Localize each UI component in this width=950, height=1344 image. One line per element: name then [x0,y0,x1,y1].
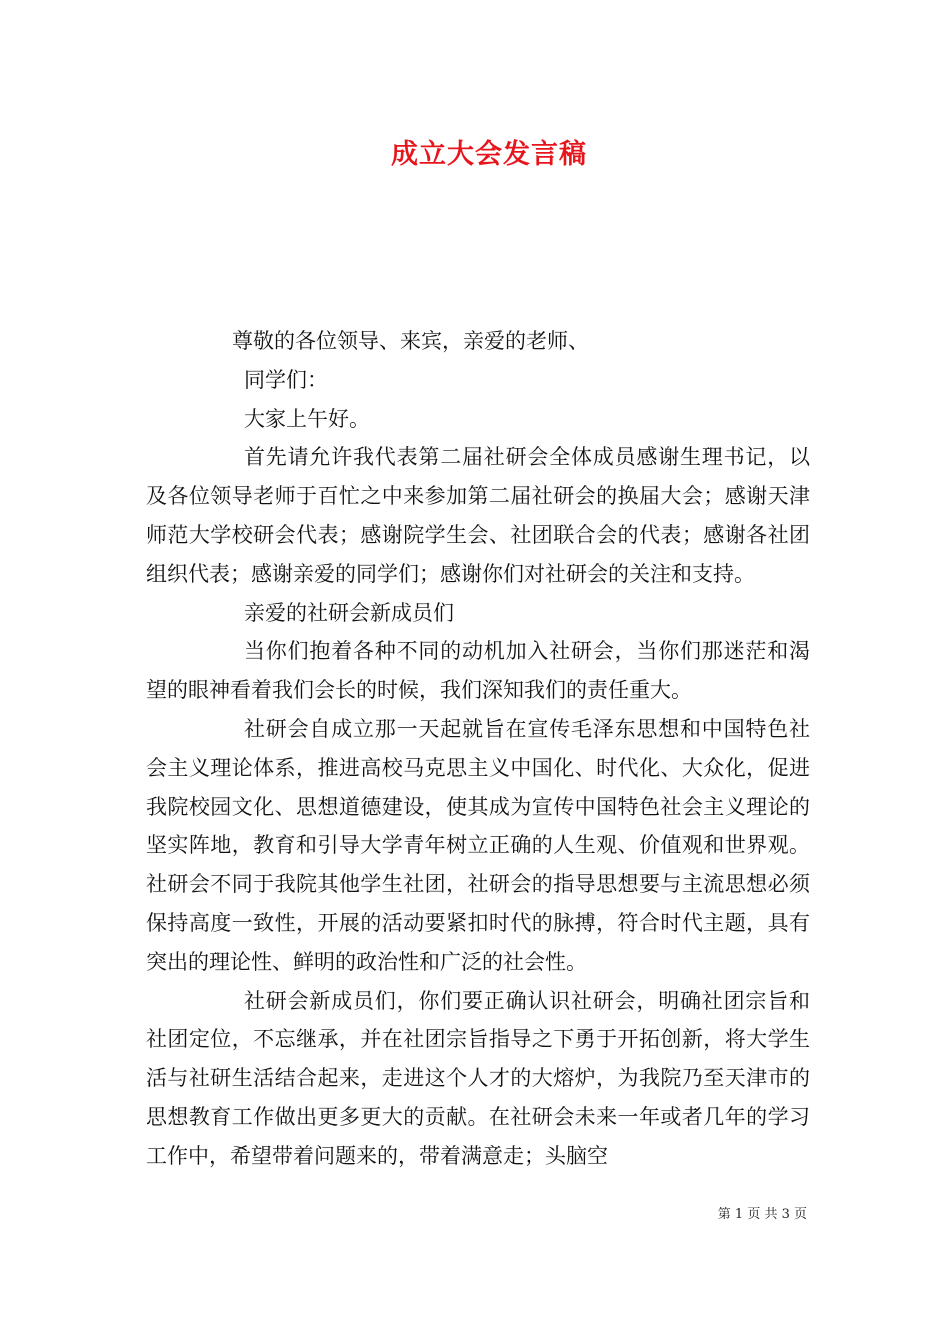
page-number-footer: 第 1 页 共 3 页 [717,1207,807,1222]
paragraph-expectations: 社研会新成员们，你们要正确认识社研会，明确社团宗旨和社团定位，不忘继承，并在社团宗旨指导之下勇于开拓创新，将大学生活与社研生活结合起来，走进这个人才的大熔炉，为我院乃至天津市的思想教育工作做出更多更大的贡献。在社研会未来一年或者几年的学习工作中，希望带着问题来的，带着满意走；头脑空 [146,988,810,1168]
greeting-line: 大家上午好。 [244,406,370,431]
document-body [146,322,810,1176]
classmates-line: 同学们： [244,367,328,392]
new-members-line: 亲爱的社研会新成员们 [244,600,454,625]
paragraph-thanks: 首先请允许我代表第二届社研会全体成员感谢生理书记，以及各位领导老师于百忙之中来参加第二届社研会的换届大会；感谢天津师范大学校研会代表；感谢院学生会、社团联合会的代表；感谢各社团组织代表；感谢亲爱的同学们；感谢你们对社研会的关注和支持。 [146,445,810,586]
document-title: 成立大会发言稿 [391,139,587,170]
salutation-line: 尊敬的各位领导、来宾，亲爱的老师、 [232,329,589,353]
paragraph-responsibility: 当你们抱着各种不同的动机加入社研会，当你们那迷茫和渴望的眼神看着我们会长的时候，我们深知我们的责任重大。 [146,639,810,703]
paragraph-purpose: 社研会自成立那一天起就旨在宣传毛泽东思想和中国特色社会主义理论体系，推进高校马克思主义中国化、时代化、大众化，促进我院校园文化、思想道德建设，使其成为宣传中国特色社会主义理论的坚实阵地，教育和引导大学青年树立正确的人生观、价值观和世界观。社研会不同于我院其他学生社团，社研会的指导思想要与主流思想必须保持高度一致性，开展的活动要紧扣时代的脉搏，符合时代主题，具有突出的理论性、鲜明的政治性和广泛的社会性。 [146,716,810,974]
